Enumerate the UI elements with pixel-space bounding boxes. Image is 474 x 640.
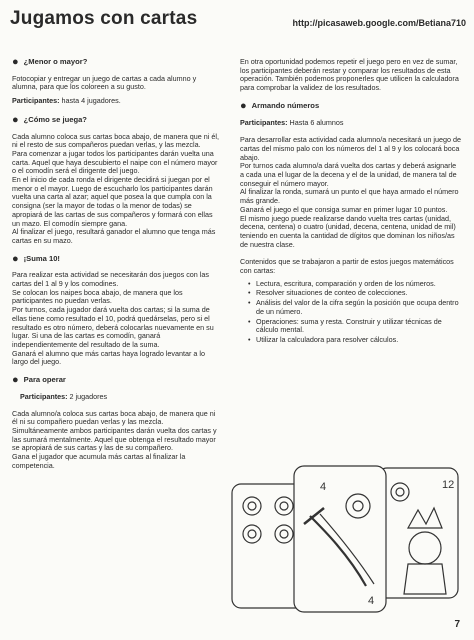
paragraph: Gana el jugador que acumula más cartas al finalizar la competencia. [12,452,186,470]
list-item: • Resolver situaciones de conteo de colecciones. [248,289,462,298]
participants-line: Participantes: hasta 4 jugadores. [12,96,121,106]
left-column [12,58,220,475]
contents-intro: Contenidos que se trabajaron a partir de estos juegos matemáticos con cartas: [240,257,454,276]
paragraph: Simultáneamente ambos participantes darán vuelta dos cartas y las sumará mentalmente. Aquel que obtenga el resultado mayor se apropiará de sus cartas y las de su compañero. [12,425,217,453]
paragraph: En el inicio de cada ronda el dirigente decidirá si juegan por el menor o el mayor. Luego de escucharlo los participantes darán vuelta una carta al azar; aquel que posea la que cumpla con la consigna (ser la mayor de todas o la menor de todas) se apropiará de las cartas de sus compañeros y formará con ellas un mazo. El comodín siempre gana. [12,175,213,228]
card-number-label: 12 [442,479,455,491]
contents-list [248,280,462,345]
paragraph: Cada alumno coloca sus cartas boca abajo, de manera que ni él, ni el resto de sus compañeros puedan verlas, y las mezcla. [12,131,219,150]
bullet-dot-icon: ● [12,252,19,265]
page-number: 7 [454,619,460,630]
source-url: http://picasaweb.google.com/Betiana710 [292,18,466,28]
paragraph: Para comenzar a jugar todos los participantes darán vuelta una carta. Aquel que haya descubierto el naipe con el número mayor o el comodín será el dirigente del juego. [12,148,218,176]
paragraph: En otra oportunidad podemos repetir el juego pero en vez de sumar, los participantes deberán restar y comparar los resultados de esta operación. También podemos proponerles que utilicen la calculadora para comprobar la validez de los resultados. [240,57,459,93]
paragraph: Para desarrollar esta actividad cada alumno/a necesitará un juego de cartas del mismo palo con los números del 1 al 9 y los colocará boca abajo. [240,135,461,162]
section-heading-suma-10: ● ¡Suma 10! [12,252,60,265]
paragraph: Al finalizar la ronda, sumará un punto el que haya armado el número más grande. [240,187,459,206]
card-swords [294,466,386,612]
section-heading-menor-mayor: ● ¿Menor o mayor? [12,56,88,68]
paragraph: Por turnos cada alumno/a dará vuelta dos cartas y deberá asignarle a cada una el lugar de la decena y el de la unidad, de manera tal de conseguir el número mayor. [240,161,457,188]
bullet-dot-icon: ● [12,56,19,68]
list-item: • Utilizar la calculadora para resolver cálculos. [248,336,462,345]
list-item: • Operaciones: suma y resta. Construir y utilizar técnicas de cálculo mental. [248,318,462,335]
section-heading-como-se-juega: ● ¿Cómo se juega? [12,113,87,126]
paragraph: Fotocopiar y entregar un juego de cartas a cada alumno y alumna, para que los coloreen a su gusto. [12,73,197,92]
paragraph: El mismo juego puede realizarse dando vuelta tres cartas (unidad, decena, centena) o cuatro (unidad, decena, centena, unidad de mil) teniendo en cuenta la cantidad de dígitos que dominan los niños/as de nuestra clase. [240,213,456,249]
participants-line: Participantes: 2 jugadores [20,391,108,401]
paragraph: Cada alumno/a coloca sus cartas boca abajo, de manera que ni él ni su compañero puedan verlas y las mezcla. [12,408,216,427]
paragraph: Por turnos, cada jugador dará vuelta dos cartas; si la suma de ellas tiene como resultado el 10, podrá quedárselas, pero si el resultado es otro número, deberá colocarlas nuevamente en su lugar. Si una de las cartas es comodín, ganará independientemente del resultado de la suma. [12,305,214,349]
card-number-label: 4 [320,481,327,493]
section-heading-armando-numeros: ● Armando números [240,99,320,112]
bullet-dot-icon: ● [240,99,247,112]
paragraph: Ganará el juego el que consiga sumar en primer lugar 10 puntos. [240,204,448,214]
list-item: • Lectura, escritura, comparación y orden de los números. [248,280,462,289]
card-number-label: 4 [368,595,375,607]
right-column [240,58,462,346]
paragraph: Ganará el alumno que más cartas haya logrado levantar a lo largo del juego. [12,348,205,367]
bullet-dot-icon: ● [12,374,19,387]
playing-cards-illustration [228,458,464,618]
section-heading-para-operar: ● Para operar [12,374,66,387]
bullet-dot-icon: ● [12,113,19,126]
list-item: • Análisis del valor de la cifra según la posición que ocupa dentro de un número. [248,299,462,316]
page-title: Jugamos con cartas [10,8,198,29]
paragraph: Se colocan los naipes boca abajo, de manera que los participantes no puedan verlas. [12,287,183,306]
participants-line: Participantes: Hasta 6 alumnos [240,117,344,127]
paragraph: Para realizar esta actividad se necesitarán dos juegos con las cartas del 1 al 9 y los comodines. [12,270,209,289]
paragraph: Al finalizar el juego, resultará ganador el alumno que tenga más cartas en su mazo. [12,227,216,245]
